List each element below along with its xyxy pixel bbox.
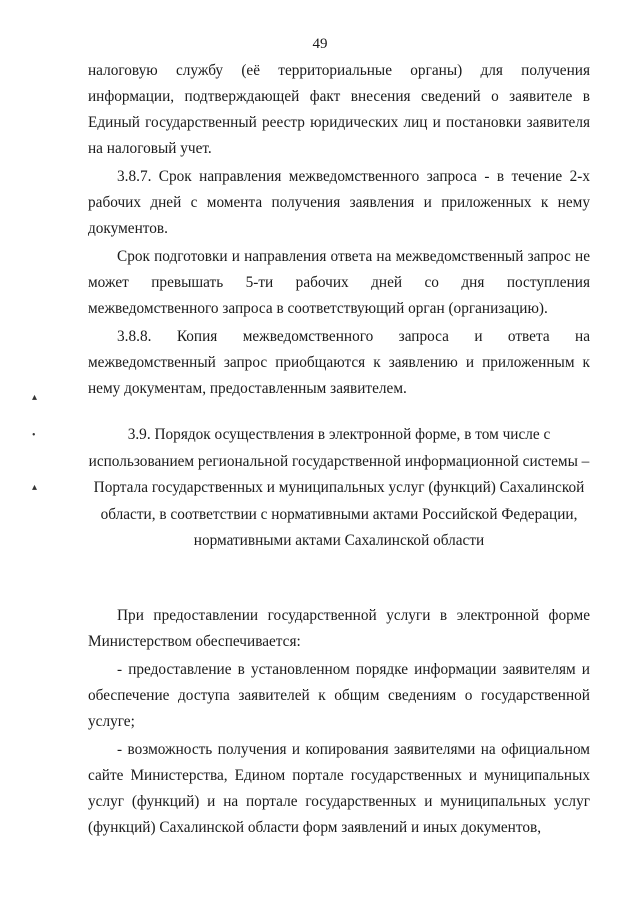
paragraph-3-8-7: 3.8.7. Срок направления межведомственного запроса - в течение 2-х рабочих дней с момента получения заявления и приложенных к нему документов. [88, 168, 590, 237]
scan-artifact-mark: ▴ [32, 482, 38, 493]
section-spacer [88, 555, 590, 603]
scan-artifact-mark: • [32, 430, 36, 441]
document-body [88, 58, 590, 843]
page-number: 49 [312, 36, 328, 52]
section-heading-3-9: 3.9. Порядок осуществления в электронной форме, в том числе с использованием региональной государственной информационной системы – Портала государственных и муниципальных услуг (функций) Сахалинской области, в соответствии с нормативными актами Российской Федерации, нормативными актами Сахалинской области [88, 426, 590, 549]
list-item-forms-access: - возможность получения и копирования заявителями на официальном сайте Министерства, Едином портале государственных и муниципальных услуг (функций) и на портале государственных и муниципальных услуг (функций) Сахалинской области форм заявлений и иных документов, [88, 740, 590, 836]
list-item-information: - предоставление в установленном порядке информации заявителям и обеспечение доступа заявителей к общим сведениям о государственной услуге; [88, 660, 590, 730]
paragraph-continuation: налоговую службу (её территориальные органы) для получения информации, подтверждающей факт внесения сведений о заявителе в Единый государственный реестр юридических лиц и постановки заявителя на налоговый учет. [88, 62, 590, 157]
paragraph-electronic-form: При предоставлении государственной услуги в электронной форме Министерством обеспечивается: [88, 606, 590, 650]
paragraph-response-deadline: Срок подготовки и направления ответа на межведомственный запрос не может превышать 5-ти рабочих дней со дня поступления межведомственного запроса в соответствующий орган (организацию). [88, 248, 590, 317]
scan-artifact-mark: ▴ [32, 392, 38, 403]
paragraph-3-8-8: 3.8.8. Копия межведомственного запроса и ответа на межведомственный запрос приобщаются к заявлению и приложенным к нему документам, предоставленным заявителем. [88, 328, 590, 397]
